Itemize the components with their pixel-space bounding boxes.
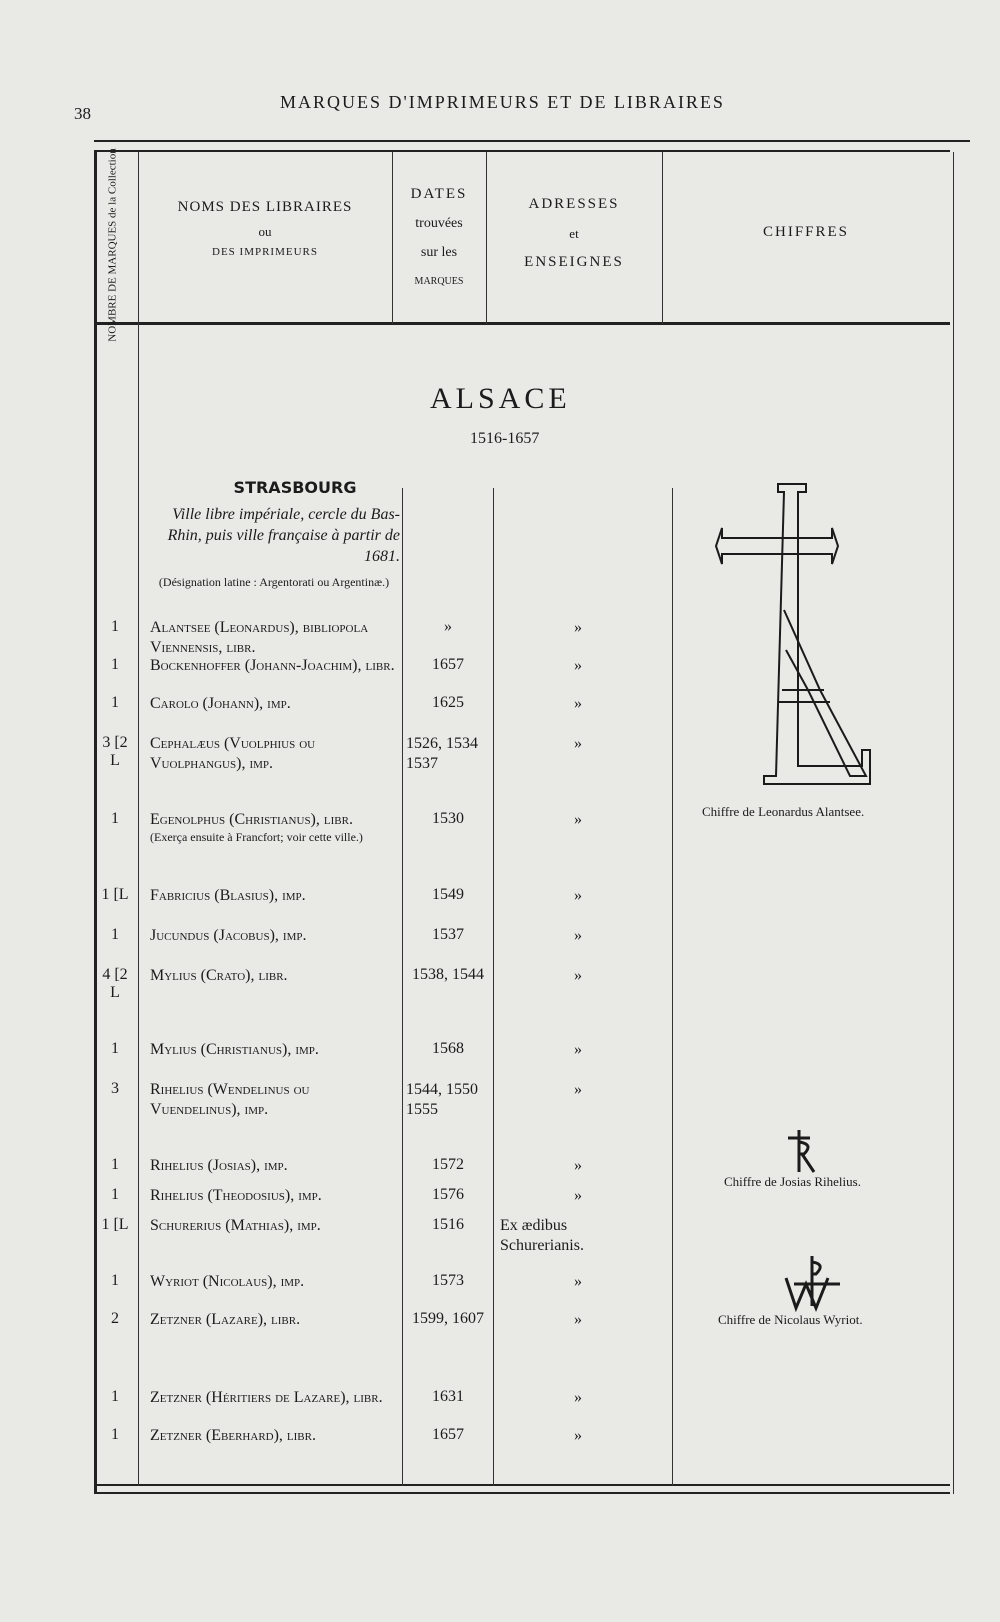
running-head: MARQUES D'IMPRIMEURS ET DE LIBRAIRES [280, 92, 725, 112]
header-top-rule [94, 150, 950, 152]
rihelius-cipher-image [782, 1128, 820, 1174]
column-divider [402, 488, 403, 1486]
bottom-rule-2 [94, 1492, 950, 1494]
header-count: NOMBRE DE MARQUES de la Collection [106, 148, 119, 342]
header-ciphers: CHIFFRES [762, 224, 850, 240]
header-dates: DATES trouvées sur les MARQUES [410, 186, 468, 287]
latin-designation: (Désignation latine : Argentorati ou Argentinæ.) [158, 575, 390, 589]
bottom-rule [94, 1484, 950, 1486]
header-addresses: ADRESSES et ENSEIGNES [524, 196, 624, 270]
column-divider [138, 152, 139, 1486]
city-title: STRASBOURG [233, 478, 357, 497]
header-bottom-rule [94, 322, 950, 325]
region-dates: 1516-1657 [470, 430, 540, 447]
column-divider [392, 152, 393, 324]
column-divider [486, 152, 487, 324]
wyriot-cipher-image [782, 1254, 846, 1312]
alantsee-cipher-image [712, 480, 922, 792]
caption-rihelius: Chiffre de Josias Rihelius. [724, 1174, 861, 1189]
region-title: ALSACE [430, 382, 571, 415]
top-rule [94, 140, 970, 142]
column-divider [493, 488, 494, 1486]
header-names: NOMS DES LIBRAIRES ou DES IMPRIMEURS [177, 199, 353, 258]
page-number: 38 [74, 104, 91, 123]
city-description: Ville libre impériale, cercle du Bas-Rhin, puis ville française à partir de 1681. [167, 506, 400, 565]
column-divider [662, 152, 663, 324]
caption-alantsee: Chiffre de Leonardus Alantsee. [702, 804, 865, 819]
caption-wyriot: Chiffre de Nicolaus Wyriot. [718, 1312, 863, 1327]
